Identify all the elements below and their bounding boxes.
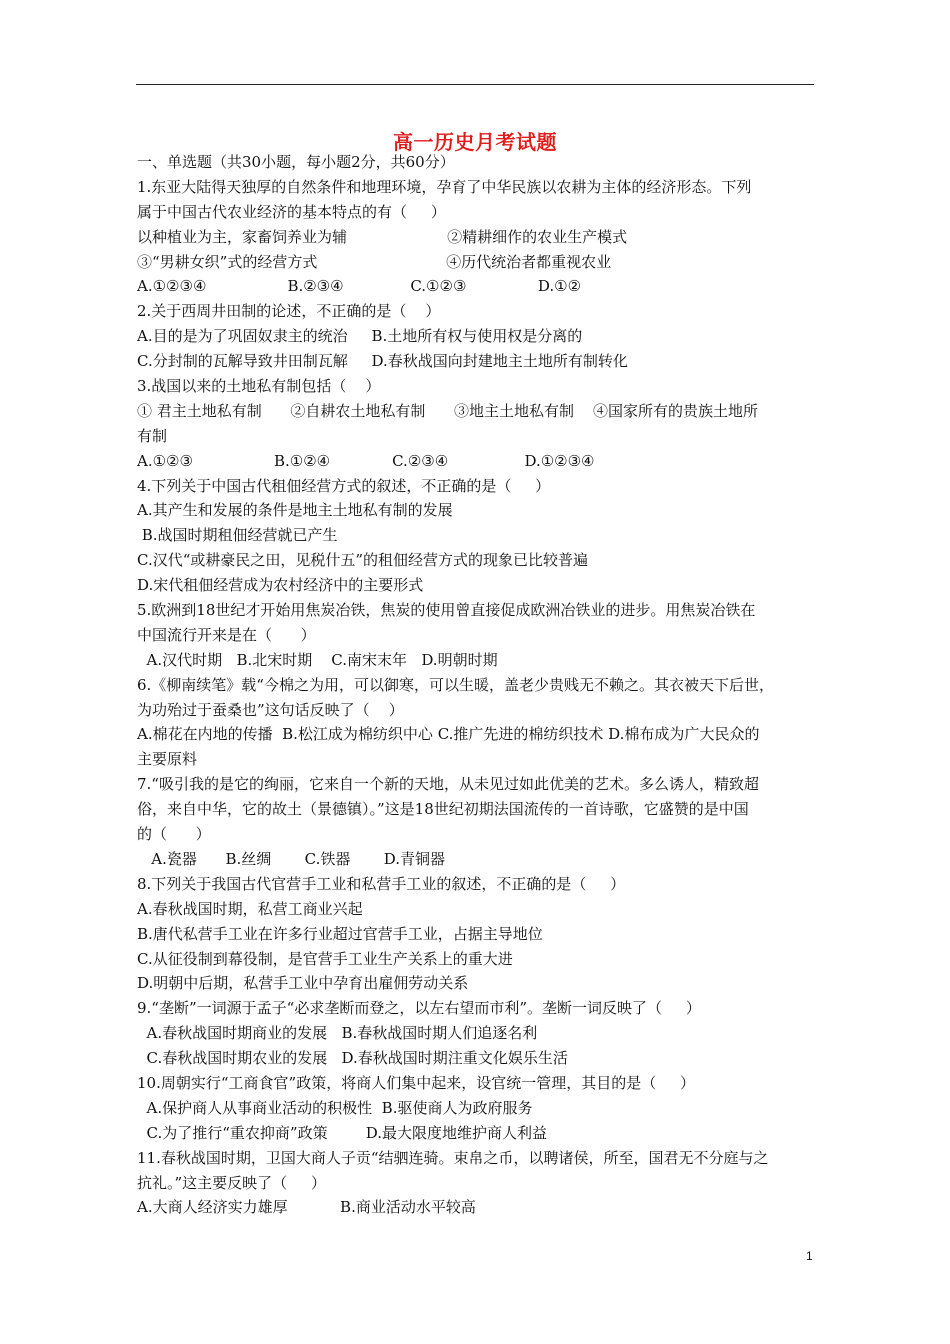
text-line: A.①②③ B.①②④ C.②③④ D.①②③④ <box>137 451 595 470</box>
text-line: B.唐代私营手工业在许多行业超过官营手工业，占据主导地位 <box>137 924 543 943</box>
text-line: 9.“垄断”一词源于孟子“必求垄断而登之，以左右望而市利”。垄断一词反映了（ ） <box>137 999 701 1018</box>
text-line: A.其产生和发展的条件是地主土地私有制的发展 <box>137 501 453 520</box>
text-line: D.宋代租佃经营成为农村经济中的主要形式 <box>137 576 424 595</box>
text-line: 6.《柳南续笔》载“今棉之为用，可以御寒，可以生暖，盖老少贵贱无不赖之。其衣被天下后世， <box>137 675 774 694</box>
header-rule <box>136 84 814 85</box>
text-line: 11.春秋战国时期，卫国大商人子贡“结驷连骑。束帛之币，以聘诸侯，所至，国君无不分庭与之 <box>137 1148 769 1167</box>
text-line: ① 君主土地私有制 ②自耕农土地私有制 ③地主土地私有制 ④国家所有的贵族土地所 <box>137 401 759 420</box>
text-line: C.春秋战国时期农业的发展 D.春秋战国时期注重文化娱乐生活 <box>137 1049 568 1068</box>
text-line: A.①②③④ B.②③④ C.①②③ D.①② <box>137 277 582 296</box>
text-line: 1.东亚大陆得天独厚的自然条件和地理环境，孕育了中华民族以农耕为主体的经济形态。下列 <box>137 177 752 196</box>
text-line: 有制 <box>137 426 168 445</box>
text-line: 3.战国以来的土地私有制包括（ ） <box>137 377 381 396</box>
text-line: 中国流行开来是在（ ） <box>137 625 316 644</box>
text-line: D.明朝中后期，私营手工业中孕育出雇佣劳动关系 <box>137 974 469 993</box>
text-line: C.分封制的瓦解导致井田制瓦解 D.春秋战国向封建地主土地所有制转化 <box>137 352 628 371</box>
text-line: 抗礼。”这主要反映了（ ） <box>137 1173 327 1192</box>
exam-body <box>137 150 817 1220</box>
text-line: A.大商人经济实力雄厚 B.商业活动水平较高 <box>137 1198 476 1217</box>
text-line: 5.欧洲到18世纪才开始用焦炭冶铁，焦炭的使用曾直接促成欧洲冶铁业的进步。用焦炭冶铁在 <box>137 601 756 620</box>
text-line: A.瓷器 B.丝绸 C.铁器 D.青铜器 <box>137 849 446 868</box>
text-line: 8.下列关于我国古代官营手工业和私营手工业的叙述，不正确的是（ ） <box>137 874 626 893</box>
text-line: 10.周朝实行“工商食官”政策，将商人们集中起来，设官统一管理，其目的是（ ） <box>137 1073 696 1092</box>
text-line: 属于中国古代农业经济的基本特点的有（ ） <box>137 202 446 221</box>
text-line: ③“男耕女织”式的经营方式 ④历代统治者都重视农业 <box>137 252 612 271</box>
text-line: A.目的是为了巩固奴隶主的统治 B.土地所有权与使用权是分离的 <box>137 327 583 346</box>
page-title: 高一历史月考试题 <box>393 130 557 154</box>
text-line: 的（ ） <box>137 825 211 844</box>
text-line: C.从征役制到幕役制，是官营手工业生产关系上的重大进 <box>137 949 513 968</box>
text-line: A.汉代时期 B.北宋时期 C.南宋末年 D.明朝时期 <box>137 650 498 669</box>
text-line: 2.关于西周井田制的论述，不正确的是（ ） <box>137 302 441 321</box>
text-line: 为功殆过于蚕桑也”这句话反映了（ ） <box>137 700 404 719</box>
text-line: A.保护商人从事商业活动的积极性 B.驱使商人为政府服务 <box>137 1098 533 1117</box>
text-line: A.春秋战国时期，私营工商业兴起 <box>137 899 363 918</box>
text-line: 4.下列关于中国古代租佃经营方式的叙述，不正确的是（ ） <box>137 476 551 495</box>
section-header: 一、单选题（共30小题，每小题2分，共60分） <box>137 153 455 171</box>
question-lines <box>137 175 817 1220</box>
text-line: A.春秋战国时期商业的发展 B.春秋战国时期人们追逐名利 <box>137 1024 538 1043</box>
text-line: 俗，来自中华，它的故土（景德镇）。”这是18世纪初期法国流传的一首诗歌，它盛赞的是中国 <box>137 800 749 819</box>
text-line: C.为了推行“重农抑商”政策 D.最大限度地维护商人利益 <box>137 1123 547 1142</box>
text-line: 以种植业为主，家畜饲养业为辅 ②精耕细作的农业生产模式 <box>137 227 628 246</box>
text-line: B.战国时期租佃经营就已产生 <box>137 526 338 545</box>
text-line: 主要原料 <box>137 750 198 769</box>
text-line: C.汉代“或耕豪民之田，见税什五”的租佃经营方式的现象已比较普遍 <box>137 551 589 570</box>
text-line: 7.“吸引我的是它的绚丽，它来自一个新的天地，从未见过如此优美的艺术。多么诱人，精致超 <box>137 775 759 794</box>
text-line: A.棉花在内地的传播 B.松江成为棉纺织中心 C.推广先进的棉纺织技术 D.棉布成为广大民众的 <box>137 725 760 744</box>
page-number: 1 <box>806 1249 813 1263</box>
